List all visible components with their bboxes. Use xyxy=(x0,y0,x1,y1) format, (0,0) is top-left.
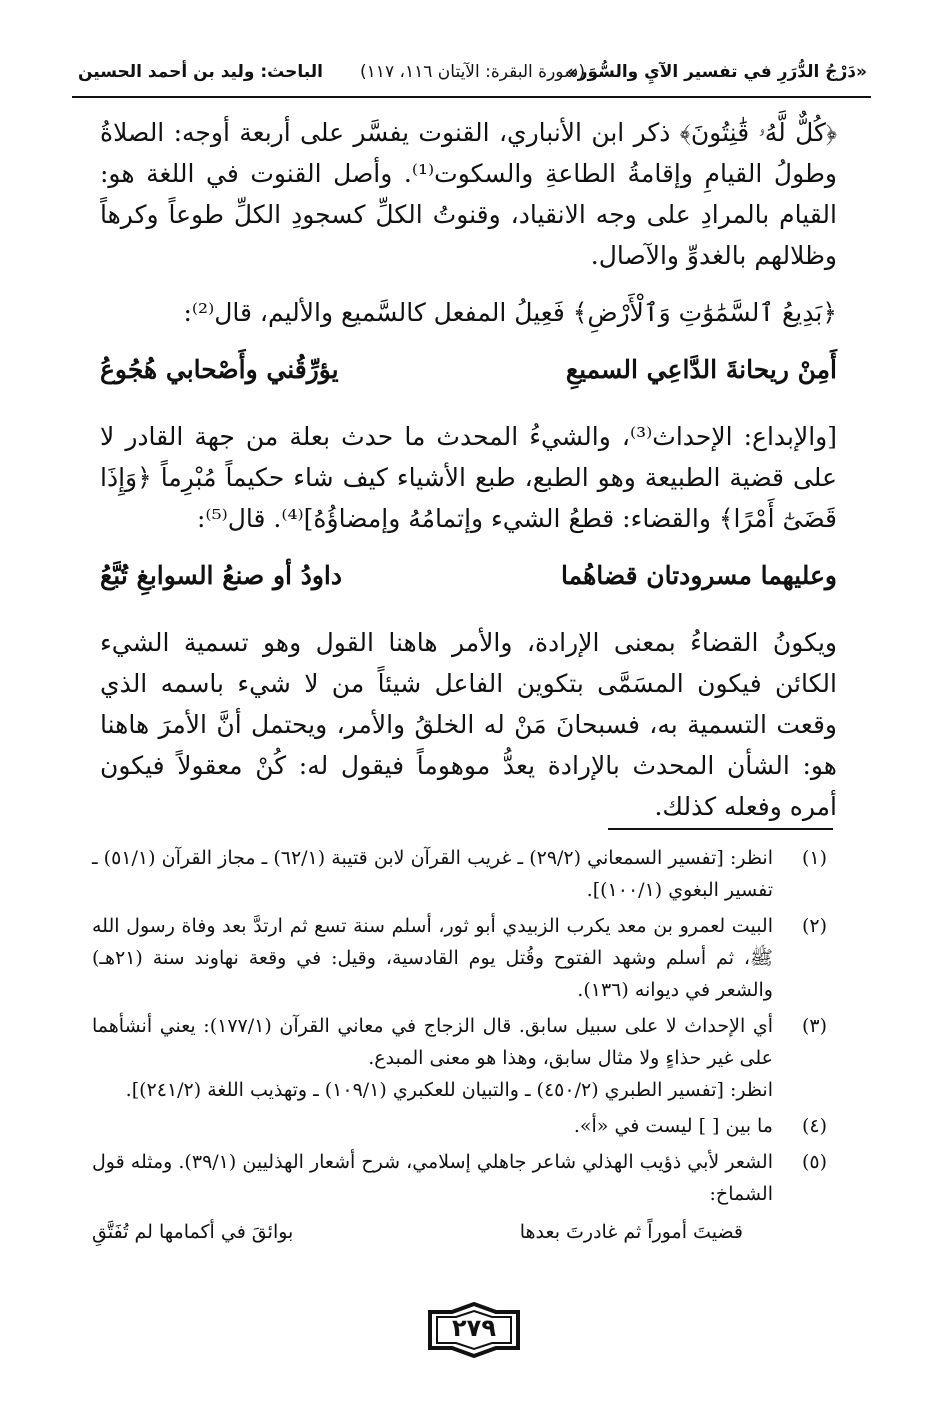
verse-line-2 xyxy=(100,555,837,596)
verse-hemistich-right: أَمِنْ ريحانةَ الدَّاعِي السميعِ xyxy=(565,355,837,384)
footnote-3 xyxy=(92,1010,827,1106)
footnote-text: البيت لعمرو بن معد يكرب الزبيدي أبو ثور، أسلم سنة تسع ثم ارتدَّ بعد وفاة رسول الله ﷺ، ثم أسلم وشهد الفتوح وقُتل يوم القادسية، وقيل: في وقعة نهاوند سنة (٢١هـ) والشعر في ديوانه (١٣٦). xyxy=(92,915,773,1001)
verse-hemistich-left: داودُ أو صنعُ السوابغِ تُبَّعُ xyxy=(100,561,342,590)
footnote-verse xyxy=(92,1216,773,1248)
paragraph-qanut: ﴿كُلٌّ لَّهُۥ قَٰنِتُونَ﴾ ذكر ابن الأنباري، القنوت يفسَّر على أربعة أوجه: الصلاةُ وطولُ القيامِ وإقامةُ الطاعةِ والسكوت⁽¹⁾. وأصل القنوت في اللغة هو: القيام بالمرادِ على وجه الانقياد، وقنوتُ الكلِّ كسجودِ الكلِّ طوعاً وكرهاً وظلالهم بالغدوِّ والآصال. xyxy=(100,118,837,270)
verse-hemistich-left: يؤرِّقُني وأَصْحابي هُجُوعُ xyxy=(100,355,339,384)
footnote-text: ما بين [ ] ليست في «أ». xyxy=(573,1115,773,1137)
footnote-number: (٣) xyxy=(801,1015,827,1037)
verse-hemistich-left: بوائقَ في أكمامها لم تُفَتَّقِ xyxy=(92,1221,294,1243)
paragraph-badi: ﴿بَدِيعُ ٱلسَّمَٰوَٰتِ وَٱلْأَرْضِ﴾ فَعِيلُ المفعل كالسَّميع والأليم، قال⁽²⁾: xyxy=(183,298,837,327)
running-header xyxy=(78,62,867,90)
book-title: «دَرْجُ الدُّرَرِ في تفسير الآيِ والسُّوَر» xyxy=(566,62,867,82)
footnote-number: (٢) xyxy=(801,915,827,937)
page-number: ٢٧٩ xyxy=(452,1314,496,1342)
footnote-5 xyxy=(92,1146,827,1248)
verse-hemistich-right: قضيتَ أموراً ثم غادرتَ بعدها xyxy=(519,1221,743,1243)
footnote-number: (٥) xyxy=(801,1151,827,1173)
verse-hemistich-right: وعليهما مسرودتان قضاهُما xyxy=(561,561,837,590)
footnotes xyxy=(92,842,827,1252)
footnote-text: أي الإحداث لا على سبيل سابق. قال الزجاج في معاني القرآن (١٧٧/١): يعني أنشأهما على غير حذاءٍ ولا مثال سابق، وهذا هو معنى المبدع. xyxy=(92,1015,773,1069)
footnote-divider xyxy=(608,828,833,830)
footnote-4 xyxy=(92,1110,827,1142)
footnote-1 xyxy=(92,842,827,906)
footnote-text-extra: انظر: [تفسير الطبري (٤٥٠/٢) ـ والتبيان للعكبري (١٠٩/١) ـ وتهذيب اللغة (٢٤١/٢)]. xyxy=(125,1079,773,1101)
footnote-number: (١) xyxy=(801,847,827,869)
main-text xyxy=(100,112,837,843)
paragraph-qada: ويكونُ القضاءُ بمعنى الإرادة، والأمر هاهنا القول وهو تسمية الشيء الكائن فيكون المسَمَّى بتكوين الفاعل شيئاً من لا شيء باسمه الذي وقعت التسمية به، فسبحانَ مَنْ له الخلقُ والأمر، ويحتمل أنَّ الأمرَ هاهنا هو: الشأن المحدث بالإرادة يعدُّ موهوماً فيقول له: كُنْ معقولاً فيكون أمره وفعله كذلك. xyxy=(100,628,837,821)
paragraph-ibda: [والإبداع: الإحداث⁽³⁾، والشيءُ المحدث ما حدث بعلة من جهة القادر لا على قضية الطبيعة وهو الطبع، طبع الأشياء كيف شاء حكيماً مُبْرِماً ﴿وَإِذَا قَضَىٰٓ أَمْرًا﴾ والقضاء: قطعُ الشيء وإتمامُهُ وإمضاؤُهُ]⁽⁴⁾. قال⁽⁵⁾: xyxy=(100,422,838,533)
verse-line-1 xyxy=(100,349,837,390)
footnote-text: الشعر لأبي ذؤيب الهذلي شاعر جاهلي إسلامي، شرح أشعار الهذليين (٣٩/١). ومثله قول الشماخ: xyxy=(92,1151,773,1205)
footnote-number: (٤) xyxy=(801,1115,827,1137)
header-divider xyxy=(72,96,871,98)
surah-reference: (سورة البقرة: الآيتان ١١٦، ١١٧) xyxy=(360,62,585,82)
page-number-ornament xyxy=(426,1302,522,1358)
footnote-2 xyxy=(92,910,827,1006)
researcher-name: الباحث: وليد بن أحمد الحسين xyxy=(78,62,323,82)
footnote-text: انظر: [تفسير السمعاني (٢٩/٢) ـ غريب القرآن لابن قتيبة (٦٢/١) ـ مجاز القرآن (٥١/١) ـ تفسير البغوي (١٠٠/١)]. xyxy=(92,847,773,901)
